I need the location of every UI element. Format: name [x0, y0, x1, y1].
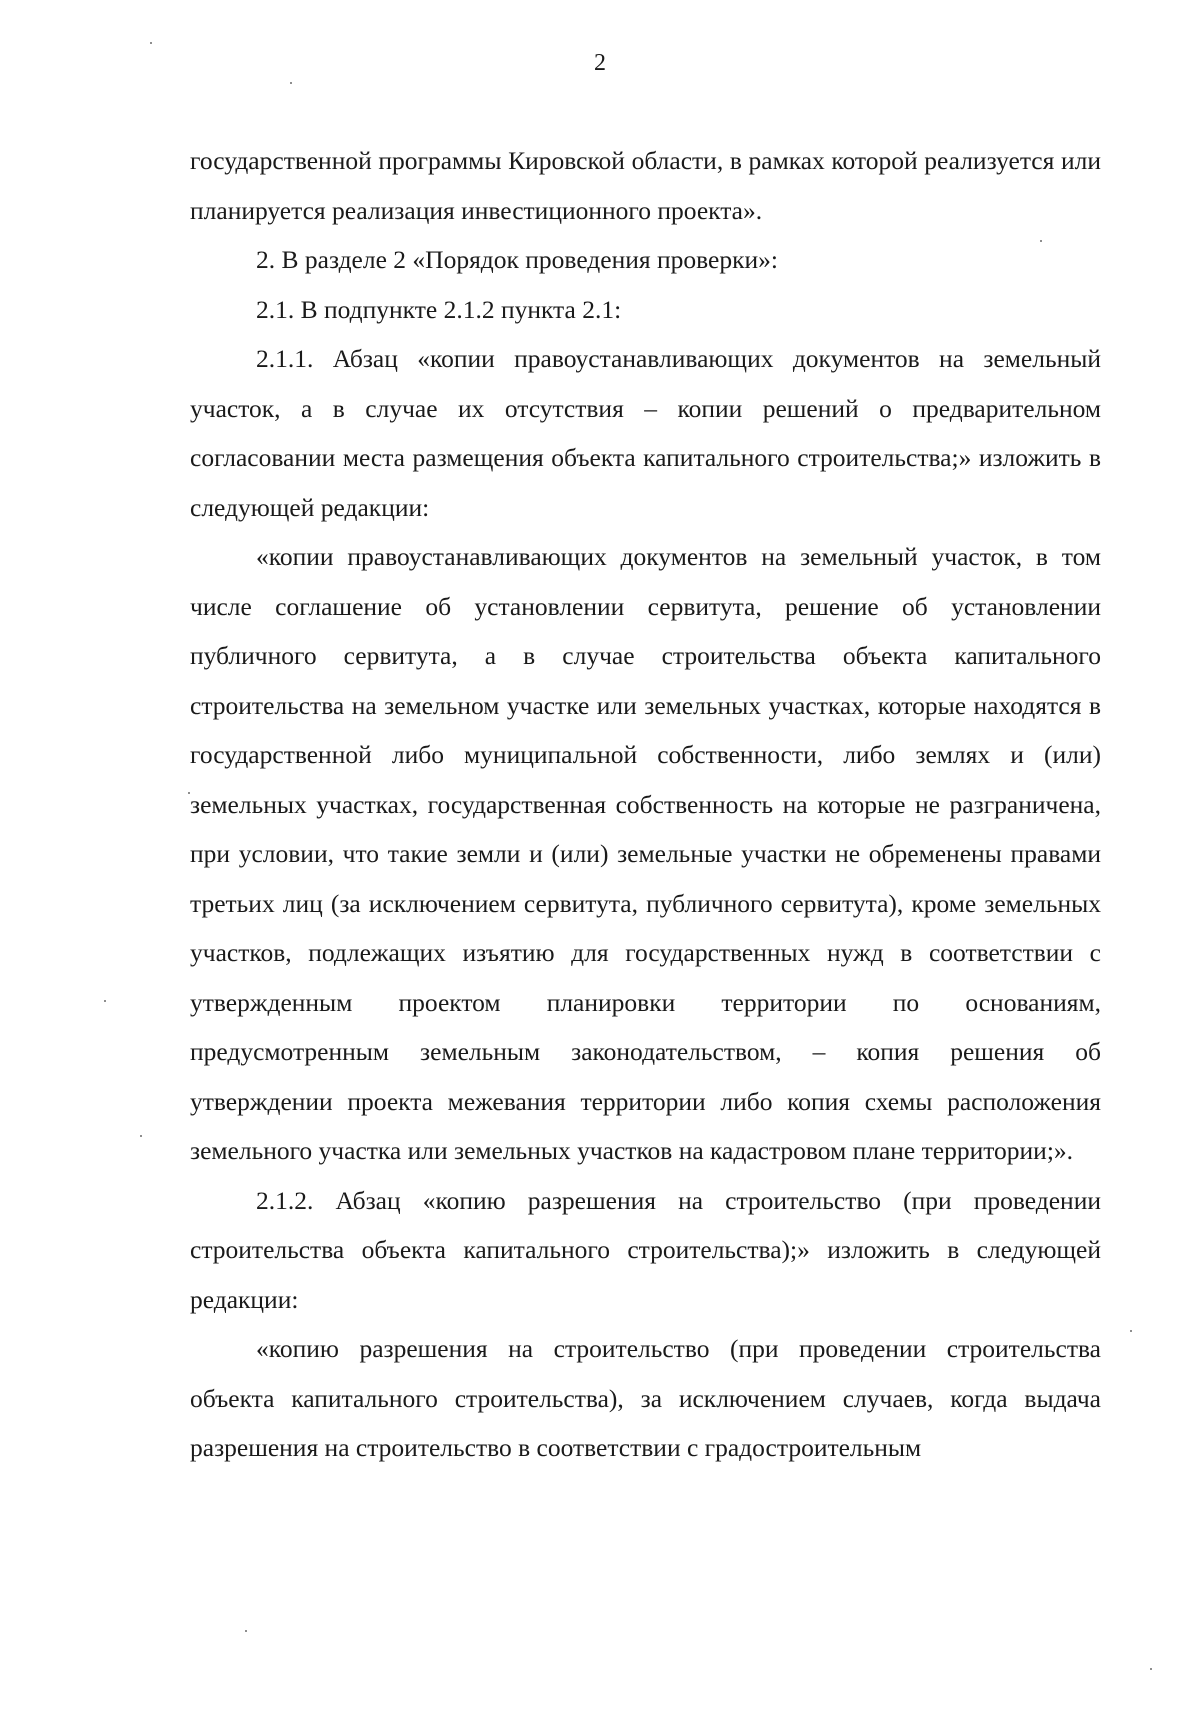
paragraph-item-2-1-1: 2.1.1. Абзац «копии правоустанавливающих документов на земельный участок, а в случае их отсутствия – копии решений о предварительном согласовании места размещения объекта капитального строительства;» изложить в следующей редакции: [190, 344, 1101, 522]
paragraph-subclause-2-1: 2.1. В подпункте 2.1.2 пункта 2.1: [256, 294, 622, 324]
paragraph-section-2-heading: 2. В разделе 2 «Порядок проведения проверки»: [256, 245, 778, 274]
scan-speck [1040, 240, 1042, 242]
paragraph-item-2-1-2: 2.1.2. Абзац «копию разрешения на строительство (при проведении строительства объекта капитального строительства);» изложить в следующей редакции: [190, 1185, 1101, 1314]
scan-speck [1130, 1330, 1132, 1332]
scan-speck [290, 82, 292, 84]
paragraph-new-wording-land-documents: «копии правоустанавливающих документов на земельный участок, в том числе соглашение об установлении сервитута, решение об установлении публичного сервитута, а в случае строительства объекта капитального строительства на земельном участке или земельных участках, которые находятся в государственной либо муниципальной собственности, либо землях и (или) земельных участках, государственная собственность на которые не разграничена, при условии, что такие земли и (или) земельные участки не обременены правами третьих лиц (за исключением сервитута, публичного сервитута), кроме земельных участков, подлежащих изъятию для государственных нужд в соответствии с утвержденным проектом планировки территории по основаниям, предусмотренным земельным законодательством, – копия решения об утверждении проекта межевания территории либо копия схемы расположения земельного участка или земельных участков на кадастровом плане территории;». [190, 542, 1101, 1165]
scan-speck [245, 1630, 247, 1632]
scan-speck [188, 792, 190, 794]
page-number: 2 [594, 50, 606, 76]
document-body [190, 136, 1101, 1473]
scan-speck [1150, 1668, 1152, 1670]
scan-speck [104, 1000, 106, 1002]
scan-speck [140, 1135, 142, 1137]
scan-speck [150, 42, 152, 44]
paragraph-program-continuation: государственной программы Кировской области, в рамках которой реализуется или планируется реализация инвестиционного проекта». [190, 146, 1101, 225]
paragraph-new-wording-building-permit: «копию разрешения на строительство (при проведении строительства объекта капитального строительства), за исключением случаев, когда выдача разрешения на строительство в соответствии с градостроительным [190, 1334, 1101, 1462]
